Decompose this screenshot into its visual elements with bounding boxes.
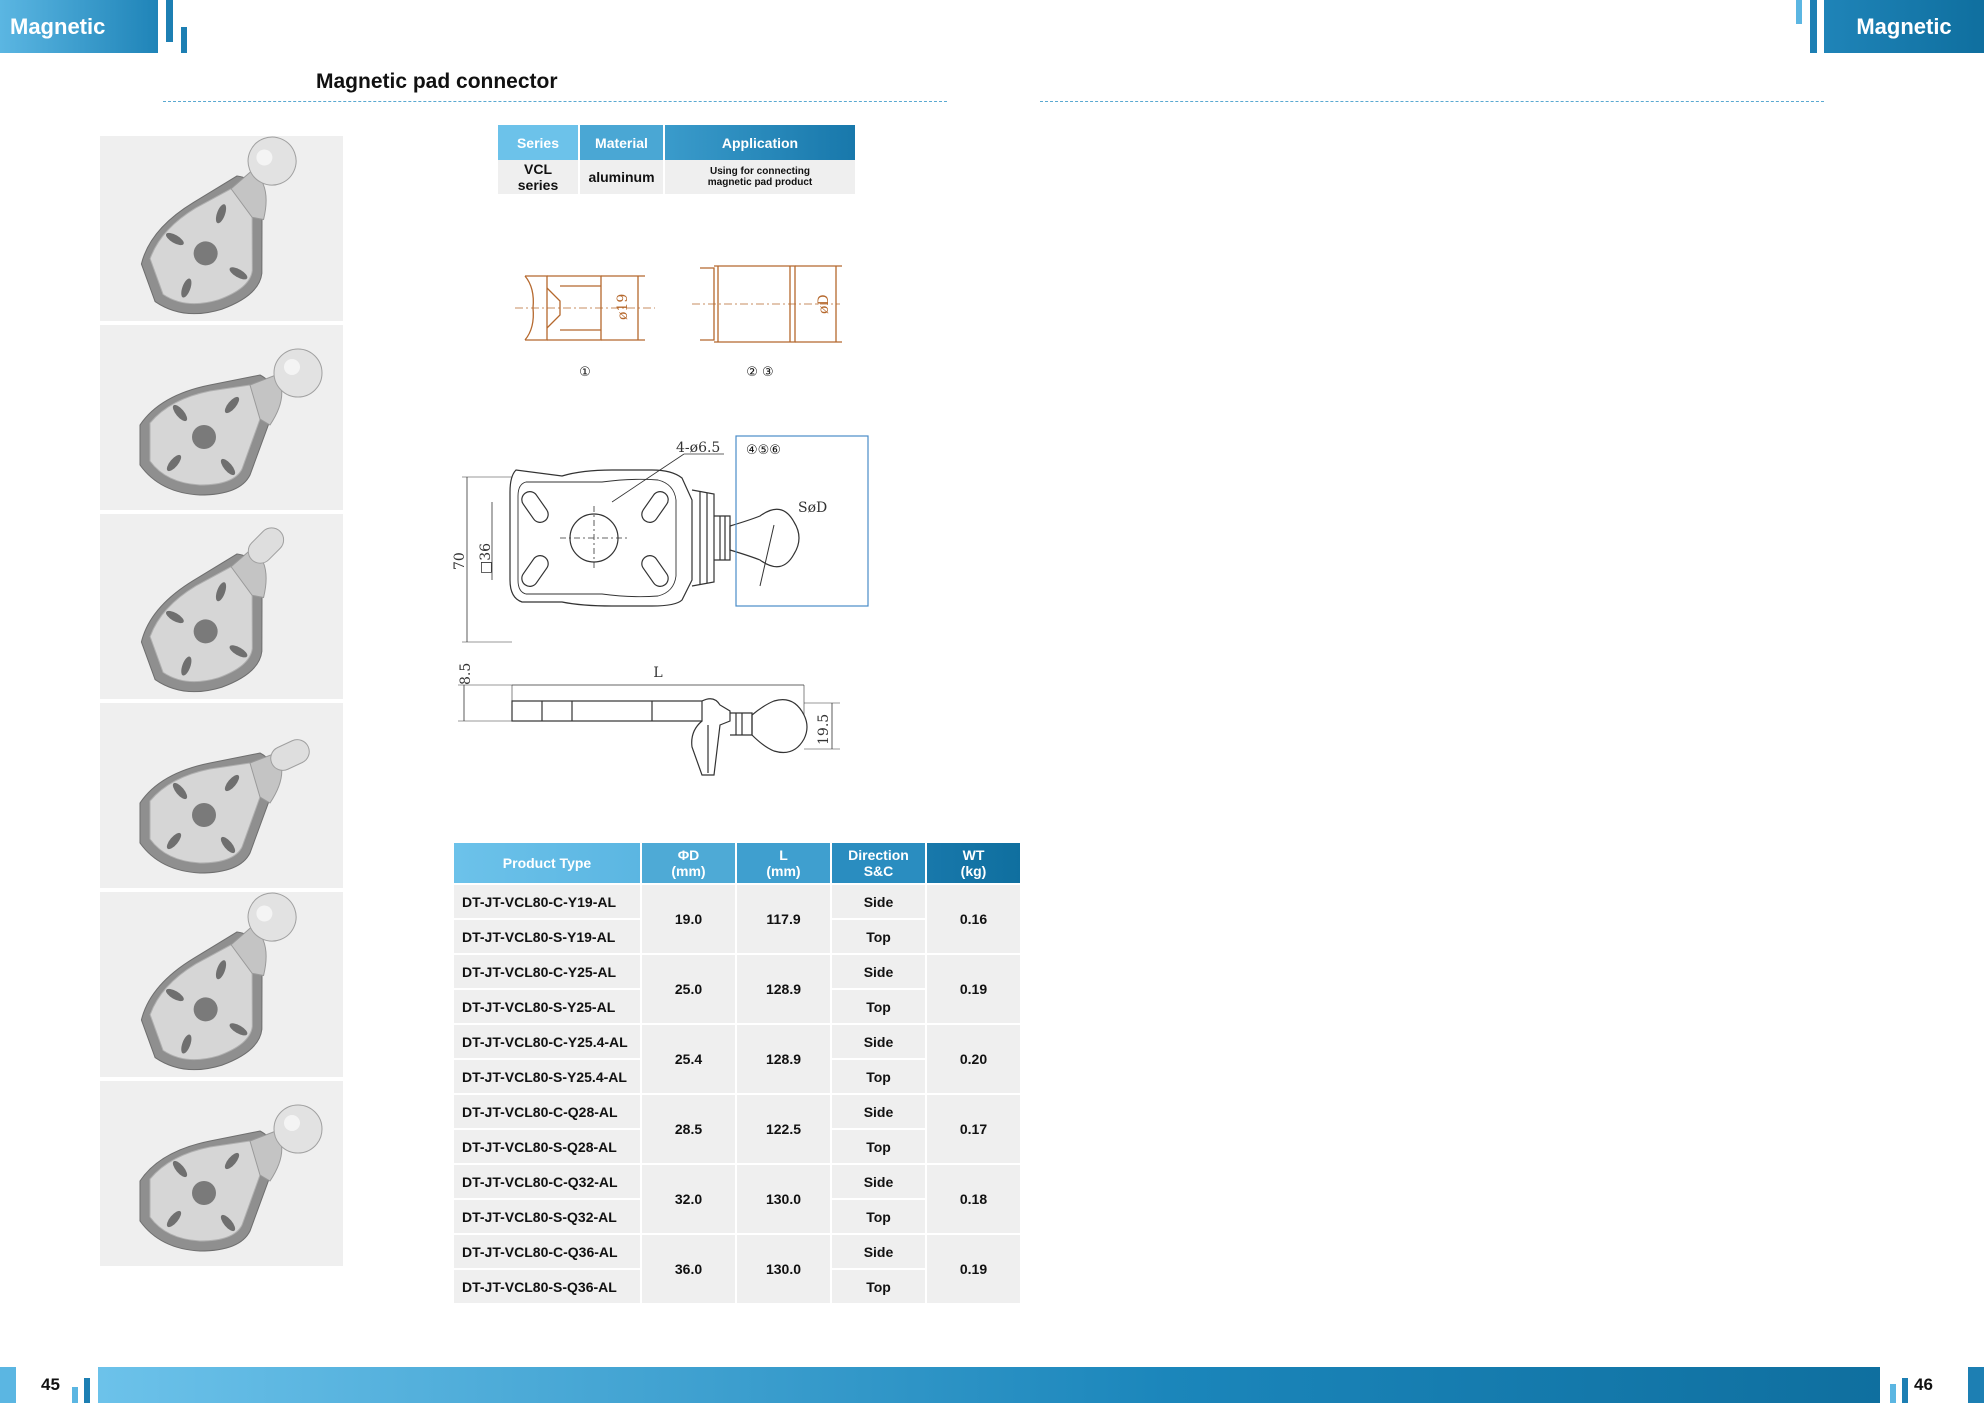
product-type-cell: DT-JT-VCL80-C-Q32-AL	[454, 1165, 640, 1198]
drawing-top-view	[452, 430, 882, 650]
bracket-render	[100, 325, 343, 510]
dim-sphere: SøD	[798, 500, 828, 516]
direction-cell: Side	[832, 1235, 925, 1268]
header-deco-bar	[1796, 0, 1802, 24]
footer-deco-bar	[0, 1367, 16, 1403]
drawing-stud-1	[505, 258, 665, 383]
spec-table-body	[454, 885, 1020, 1303]
dim-phi19: ø19	[615, 293, 631, 320]
material-header-material: Material	[580, 125, 663, 160]
product-type-cell: DT-JT-VCL80-C-Q28-AL	[454, 1095, 640, 1128]
table-row	[454, 1235, 1020, 1268]
weight-cell: 0.19	[927, 1235, 1020, 1303]
header-tab-right: Magnetic pad	[1824, 0, 1984, 53]
direction-cell: Side	[832, 885, 925, 918]
diameter-cell: 19.0	[642, 885, 735, 953]
material-application	[665, 160, 855, 194]
divider-right	[1040, 101, 1824, 102]
drawing-label-1: ①	[579, 365, 591, 380]
footer-deco-bar	[84, 1378, 90, 1403]
length-cell: 117.9	[737, 885, 830, 953]
table-row	[454, 1095, 1020, 1128]
spec-header-wt	[927, 843, 1020, 883]
direction-cell: Side	[832, 1095, 925, 1128]
product-type-cell: DT-JT-VCL80-S-Q28-AL	[454, 1130, 640, 1163]
table-row	[454, 955, 1020, 988]
diameter-cell: 25.0	[642, 955, 735, 1023]
diameter-cell: 36.0	[642, 1235, 735, 1303]
weight-cell: 0.18	[927, 1165, 1020, 1233]
table-row	[454, 1025, 1020, 1058]
weight-cell: 0.19	[927, 955, 1020, 1023]
table-row	[454, 885, 1020, 918]
direction-cell: Side	[832, 955, 925, 988]
spec-header-direction	[832, 843, 925, 883]
product-thumbnail	[100, 703, 343, 888]
divider-left	[163, 101, 947, 102]
direction-cell: Top	[832, 1060, 925, 1093]
product-type-cell: DT-JT-VCL80-S-Y25-AL	[454, 990, 640, 1023]
product-thumbnail	[100, 892, 343, 1077]
page-number-right: 46	[1914, 1375, 1933, 1394]
dim-70: 70	[452, 552, 468, 570]
material-table	[496, 125, 857, 194]
product-type-cell: DT-JT-VCL80-C-Y19-AL	[454, 885, 640, 918]
product-thumbnail	[100, 1081, 343, 1266]
spec-header-text: Direction S&C	[848, 847, 909, 879]
bracket-render	[100, 136, 343, 321]
weight-cell: 0.16	[927, 885, 1020, 953]
dim-8-5: 8.5	[458, 662, 474, 685]
spec-table	[452, 841, 1022, 1305]
length-cell: 128.9	[737, 955, 830, 1023]
drawing-label-23: ② ③	[746, 365, 774, 380]
product-type-cell: DT-JT-VCL80-C-Y25.4-AL	[454, 1025, 640, 1058]
spec-header-text: L (mm)	[766, 847, 801, 879]
footer-deco-bar	[1890, 1384, 1896, 1403]
dim-19-5: 19.5	[816, 713, 832, 745]
table-row	[454, 1165, 1020, 1198]
weight-cell: 0.20	[927, 1025, 1020, 1093]
product-thumbnails	[100, 136, 343, 1270]
header-tab-left: Magnetic pad	[0, 0, 158, 53]
bracket-render	[100, 1081, 343, 1266]
product-type-cell: DT-JT-VCL80-S-Y25.4-AL	[454, 1060, 640, 1093]
length-cell: 130.0	[737, 1235, 830, 1303]
bracket-render	[100, 892, 343, 1077]
product-thumbnail	[100, 325, 343, 510]
direction-cell: Top	[832, 1200, 925, 1233]
material-material: aluminum	[580, 160, 663, 194]
spec-header-text: WT (kg)	[960, 847, 987, 879]
section-title: Magnetic pad connector	[316, 70, 558, 93]
length-cell: 122.5	[737, 1095, 830, 1163]
spec-header-l	[737, 843, 830, 883]
material-header-application: Application	[665, 125, 855, 160]
spec-header-d	[642, 843, 735, 883]
direction-cell: Side	[832, 1025, 925, 1058]
diameter-cell: 28.5	[642, 1095, 735, 1163]
dim-L: L	[653, 665, 663, 681]
direction-cell: Top	[832, 920, 925, 953]
footer-deco-bar	[72, 1387, 78, 1403]
direction-cell: Top	[832, 990, 925, 1023]
material-application-text: Using for connecting magnetic pad product	[707, 166, 813, 188]
product-thumbnail	[100, 514, 343, 699]
header-deco-bar	[181, 27, 187, 53]
product-type-cell: DT-JT-VCL80-S-Y19-AL	[454, 920, 640, 953]
drawing-stud-23	[690, 258, 850, 383]
product-type-cell: DT-JT-VCL80-C-Y25-AL	[454, 955, 640, 988]
weight-cell: 0.17	[927, 1095, 1020, 1163]
drawing-side-view	[452, 655, 852, 795]
spec-header-product-type	[454, 843, 640, 883]
dim-holes: 4-ø6.5	[676, 440, 721, 456]
material-series: VCL series	[498, 160, 578, 194]
product-type-cell: DT-JT-VCL80-C-Q36-AL	[454, 1235, 640, 1268]
dim-phiD: øD	[816, 294, 832, 314]
footer-deco-bar	[1902, 1378, 1908, 1403]
drawing-label-456: ④⑤⑥	[746, 443, 781, 458]
diameter-cell: 25.4	[642, 1025, 735, 1093]
length-cell: 128.9	[737, 1025, 830, 1093]
header-deco-bar	[166, 0, 173, 42]
direction-cell: Top	[832, 1130, 925, 1163]
diameter-cell: 32.0	[642, 1165, 735, 1233]
product-type-cell: DT-JT-VCL80-S-Q36-AL	[454, 1270, 640, 1303]
material-header-series: Series	[498, 125, 578, 160]
bracket-render	[100, 514, 343, 699]
spec-header-text: Product Type	[502, 855, 592, 871]
footer-bar	[98, 1367, 1880, 1403]
length-cell: 130.0	[737, 1165, 830, 1233]
footer-deco-bar	[1968, 1367, 1984, 1403]
product-type-cell: DT-JT-VCL80-S-Q32-AL	[454, 1200, 640, 1233]
product-thumbnail	[100, 136, 343, 321]
bracket-render	[100, 703, 343, 888]
header-deco-bar	[1810, 0, 1817, 53]
direction-cell: Top	[832, 1270, 925, 1303]
direction-cell: Side	[832, 1165, 925, 1198]
spec-header-text: ΦD (mm)	[671, 847, 706, 879]
page-number-left: 45	[41, 1375, 60, 1394]
dim-36: □36	[478, 542, 494, 574]
